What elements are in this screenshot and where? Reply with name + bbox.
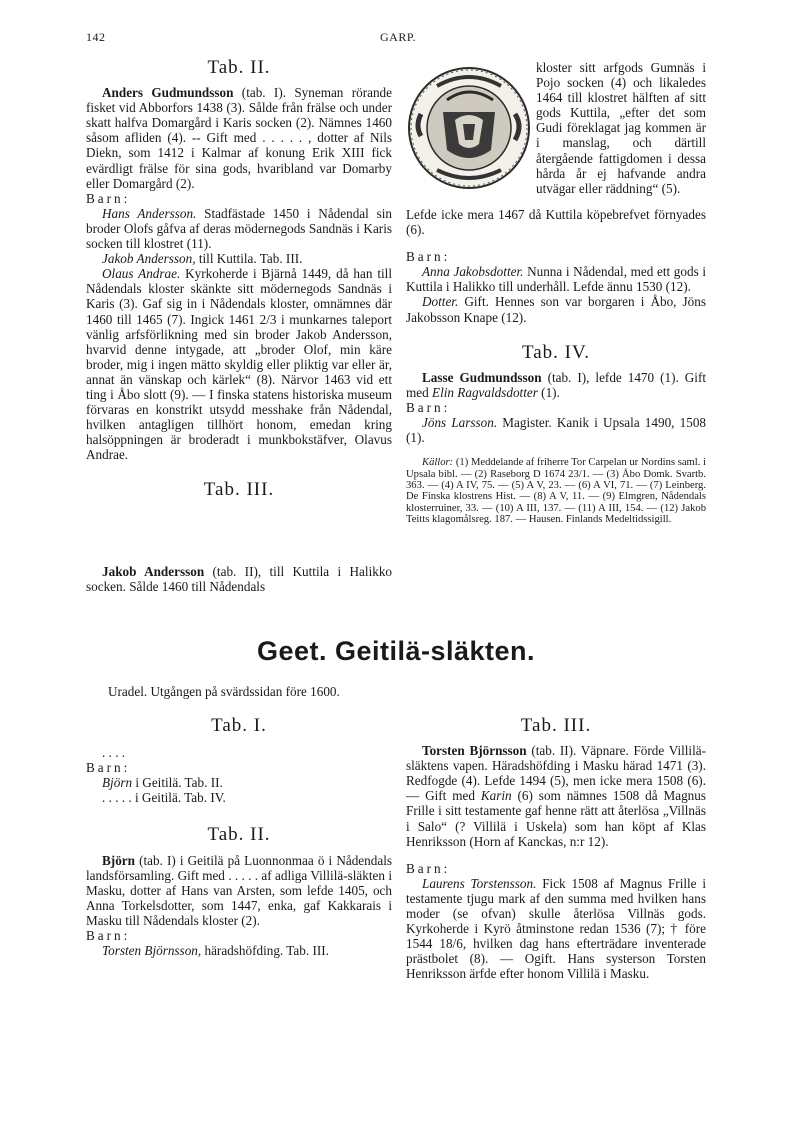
person-text: (tab. I). Syneman rörande fisket vid Abborfors 1438 (3). Sålde från frälse och under skatt halfva Domargård i Karis socken (2). Nämnes 1460 såsom afliden (4). -- Gift med . . . . . , dotter af Nils Diekn, som 1412 i Kalmar af konung Erik XIII fick evärdligt frälse för sina gods, hvaribland var Domarby eller Domargård (2). — [86, 85, 393, 191]
child-text: häradshöfding. Tab. III. — [204, 943, 329, 959]
child-name: Hans Andersson. — [102, 205, 197, 221]
child-name: Björn — [102, 775, 133, 791]
child-entry — [406, 415, 706, 445]
child-entry — [406, 264, 706, 294]
child-text: , hvilken dag hans efterträdare inventerade prästbolet (8). — Ogift. Hans systerson Torsten Henriksson ärfde efter honom Villilä i Masku. — [406, 936, 707, 982]
child-text: till Kuttila. Tab. III. — [198, 251, 303, 267]
person-text-visible: (tab. II), till Kuttila i Halikko socken. Sålde 1460 till Nådendals — [86, 564, 393, 595]
child-text: Nunna i Nådendal, med ett gods i Kuttila i Halikko till underhåll. Lefde ännu 1530 (12). — [406, 264, 706, 295]
garp-right-column — [406, 207, 706, 526]
sources-label: Källor: — [422, 457, 454, 469]
person-name: Björn — [102, 852, 135, 868]
child-entry — [406, 876, 706, 982]
person-name: Torsten Björnsson — [422, 743, 527, 759]
person-text: (1). — [541, 384, 560, 400]
sources-text: (1) Meddelande af friherre Tor Carpelan ur Nordins saml. i Upsala bibl. — (2) Raseborg D 1674 23/1. — (3) Åbo Domk. Svartb. 363. — (4) A IV, 75. — (5) A V, 23. — (6) A VI, 71. — (7) Leinberg. De Finska klostrens Hist. — (8) A V, 11. — (9) Elmgren, Nådendals klosterruiner, 33. — (10) A III, 137. — (11) A III, 154. — (12) Jakob Teitts klagomålsreg. 187. — Hausen. Finlands Medeltidssigill. — [406, 457, 706, 526]
garp-tab3-heading: Tab. III. — [203, 479, 275, 501]
fraction: 2/3 — [259, 311, 277, 327]
garp-tab3-wrap — [536, 60, 706, 196]
geet-tab2-heading: Tab. II. — [207, 824, 271, 846]
garp-tab2-person — [86, 85, 392, 191]
geet-left-column — [86, 715, 392, 959]
child-text: i munkarnes taleport vänlig arfsförlikning med sin broder Jakob Andersson, hvarvid denne intygade, att „broder Olof, min käre broder, mig i ingen mätto skyldig eller pliktig var eller är, annat än vänskap och kärlek“ (8). Närvor 1463 vid ett ting i Åbo slott (9). — I finska statens historiska museum förvaras en konstrikt utsydd messhake från Nådendal, hvilken antagligen tillhört honom, emedan kring halsöppningen är broderadt i munkbokstäfver, Olavus Andrae. — [86, 311, 393, 463]
child-name: Torsten Björnsson, — [102, 943, 202, 959]
garp-tab4-heading: Tab. IV. — [521, 341, 591, 363]
child-name: Laurens Torstensson. — [422, 875, 537, 891]
barn-label: Barn: — [86, 760, 131, 776]
child-name: Jakob Andersson, — [102, 251, 196, 267]
barn-label: Barn: — [406, 860, 451, 876]
person-name: Lasse Gudmundsson — [422, 369, 542, 385]
person-text: (tab. II). Väpnare. Förde Villilä-släktens vapen. Häradshöfding i Masku härad 1471 (3). Redfogde (4). Lefde 1494 (5), men icke mera 1508 (6). — Gift med — [406, 743, 707, 804]
person-text: (tab. I) i Geitilä på Luonnonmaa ö i Nådendals landsförsamling. Gift med . . . . . af adliga Villilä-släkten i Masku, dotter af Hans van Arsten, som lefde 1405, och Anna Torkelsdotter, som 1447, enka, gaf Kakkarais i Masku till Nådendals kloster (2). — [86, 852, 392, 928]
geet-tab3-person — [406, 743, 706, 849]
section-title: Geet. Geitilä-släkten. — [256, 636, 536, 666]
geet-intro: Uradel. Utgången på svärdssidan före 1600. — [108, 684, 340, 699]
child-name: Olaus Andrae. — [102, 266, 181, 282]
garp-tab2-heading: Tab. II. — [207, 57, 271, 78]
child-entry — [86, 775, 392, 790]
dots: . . . . — [102, 745, 126, 761]
child-entry — [86, 251, 392, 266]
wife-name: Karin — [480, 788, 512, 804]
child-entry: . . . . . i Geitilä. Tab. IV. — [102, 790, 226, 806]
child-text: Magister. Kanik i Upsala 1490, 1508 (1). — [406, 415, 707, 446]
garp-left-column — [86, 57, 393, 501]
date-fraction: 18/6 — [439, 936, 463, 952]
wrapped-text: kloster sitt arfgods Gumnäs i Pojo socken (4) och likaledes 1464 till klostret hälften af sitt gods Kuttila, „efter det som Gudi föreklagat jag kommen är i manslag, och därtill återgående fattigdomen i dessa hårda år ej hafvande andra utvägar eller räddning“ (5). — [536, 60, 706, 196]
child-entry — [406, 294, 706, 324]
running-title: GARP. — [380, 30, 417, 44]
person-name: Jakob Andersson — [102, 564, 205, 579]
garp-tab3-start — [86, 564, 392, 594]
child-name: Dotter. — [422, 294, 459, 310]
child-name: Anna Jakobsdotter. — [422, 264, 524, 280]
geet-tab1-heading: Tab. I. — [211, 715, 267, 736]
child-text: Gift. Hennes son var borgaren i Åbo, Jöns Jakobsson Knape (12). — [406, 294, 706, 325]
sources-note — [406, 457, 706, 525]
garp-tab3-person — [86, 564, 392, 594]
barn-label: Barn: — [406, 399, 451, 415]
child-text: i Geitilä. Tab. II. — [135, 775, 223, 791]
child-entry — [86, 206, 392, 251]
barn-label: Barn: — [86, 190, 131, 206]
child-text: Fick 1508 af Magnus Frille i testamente tjugu mark af den summa med hvilken hans moder (se ofvan) skulle återlösa Villnäs gods. Kyrkoherde i Kyrö åtminstone redan 1536 (7); † före 1544 — [406, 875, 707, 952]
wife-name: Elin Ragvaldsdotter — [432, 384, 538, 400]
child-text: Stadfästade 1450 i Nådendal sin broder Olofs gåfva af deras mödernegods Sandnäs i Karis socken till klostret (11). — [86, 205, 392, 252]
child-entry — [86, 266, 392, 462]
child-name: Jöns Larsson. — [422, 415, 498, 431]
child-entry — [86, 943, 392, 958]
seal-icon — [407, 66, 531, 190]
person-text: (6) som nämnes 1508 då Magnus Frille i sitt testamente gaf henne rätt att återlösa „Villnäs i Salo“ (? Villilä i Uskela) som han köpt af Klas Henriksson (Horn af Kanckas, n:r 12). — [406, 788, 706, 849]
page-number: 142 — [86, 30, 106, 44]
barn-label: Barn: — [86, 928, 131, 944]
child-text: Kyrkoherde i Bjärnå 1449, då han till Nådendals kloster skänkte sitt mödernegods Sandnäs i Karis (3). Gaf sig in i Nådendals kloster, omnämnes där 1460 till 1465 (7). Ingick 1461 — [86, 266, 392, 327]
person-name: Anders Gudmundsson — [102, 85, 234, 101]
person-text: (tab. I), lefde 1470 (1). Gift med — [406, 369, 706, 400]
garp-tab4-person — [406, 370, 706, 400]
geet-right-column — [406, 715, 707, 982]
geet-tab2-person — [86, 853, 392, 928]
barn-label: Barn: — [406, 249, 451, 265]
geet-tab3-heading: Tab. III. — [520, 715, 592, 736]
wrapped-text-end: Lefde icke mera 1467 då Kuttila köpebrefvet förnyades (6). — [406, 207, 706, 238]
